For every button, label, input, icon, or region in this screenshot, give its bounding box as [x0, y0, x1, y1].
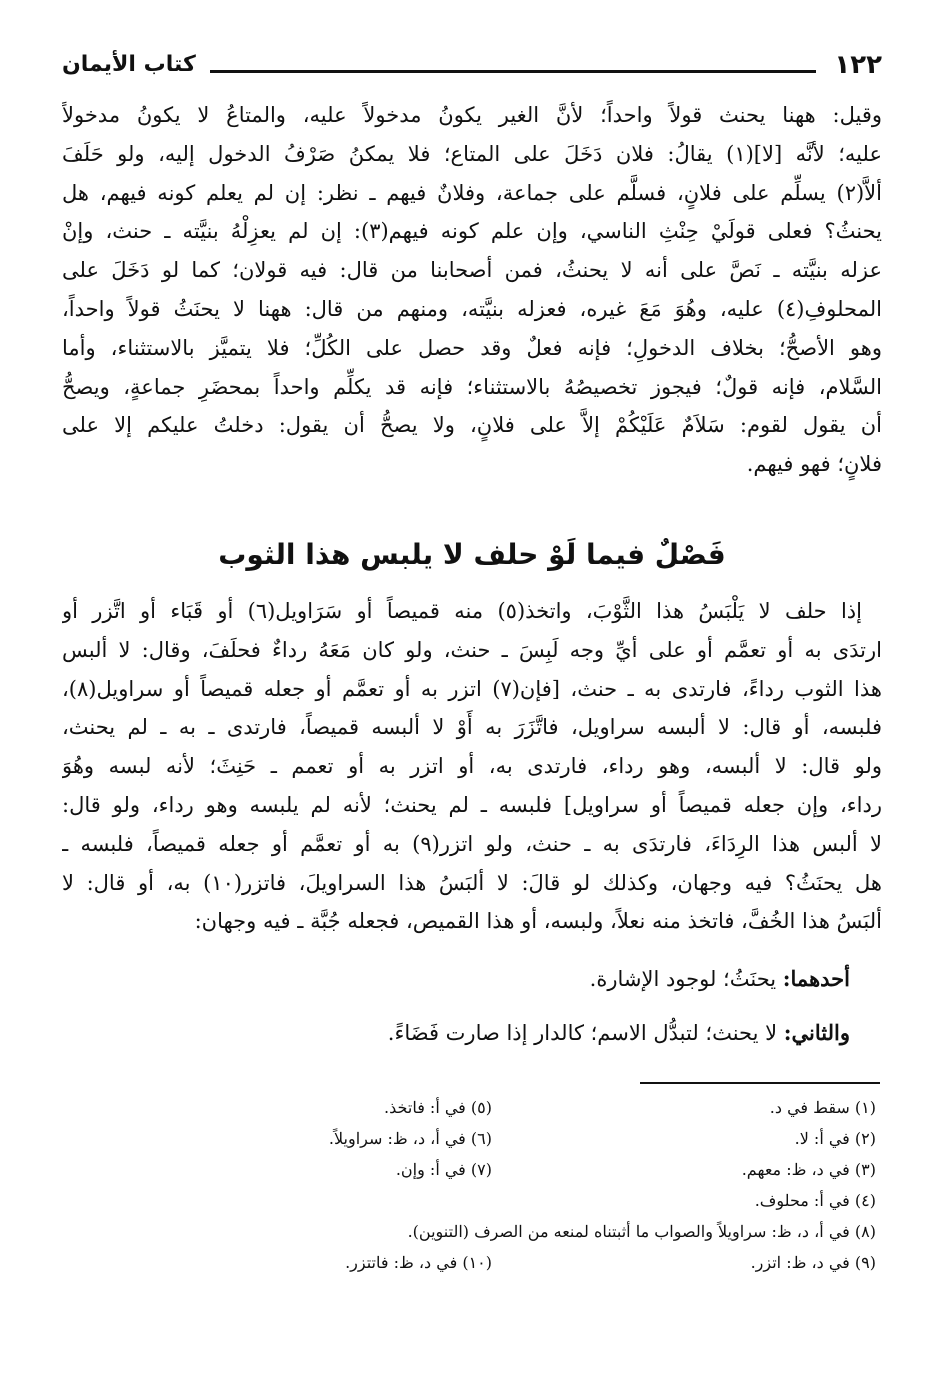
- paragraph-2: [62, 592, 882, 941]
- text-line: عليه؛ لأنَّه [لا](١) يقالُ: فلان دَخَلَ على المتاع؛ فلا يمكنُ صَرْفُ الدخول إليه، ولو حَلَفَ: [62, 141, 882, 166]
- text-line: لا ألبس هذا الرِدَاءَ، فارتدَى به ـ حنث، ولو اتزر(٩) به أو تعمَّم أو جعله قميصاً، فلبسه ـ: [62, 831, 882, 856]
- header-rule: [210, 70, 816, 73]
- footnote-7: (٧) في أ: وإن.: [395, 1160, 492, 1179]
- opinion-first-label: أحدهما:: [782, 966, 850, 991]
- text-line: رداء، وإن جعله قميصاً أو سراويل] فلبسه ـ لم يحنث؛ لأنه لم يلبسه وهو رداء، ولو قال:: [62, 792, 882, 817]
- text-line: وقيل: ههنا يحنث قولاً واحداً؛ لأنَّ الغير يكونُ مدخولاً عليه، والمتاعُ لا يكونُ مدخولاً: [62, 103, 882, 127]
- text-line: وهو الأصحُّ؛ بخلاف الدخولِ؛ فإنه فعلٌ وقد حصل على الكُلِّ؛ فلا يتميَّز بالاستثناء، وأما: [62, 335, 882, 360]
- footnote-row: [62, 1222, 882, 1253]
- footnote-separator: [640, 1082, 880, 1084]
- text-line: فلبسه، أو قال: لا ألبسه سراويل، فاتَّزَرَ به أَوْ لا ألبسه قميصاً، فارتدى ـ به ـ لم يحنث،: [62, 715, 882, 740]
- footnotes: [62, 1098, 882, 1284]
- text-line: هذا الثوب رداءً، فارتدى به ـ حنث، [فإن(٧) اتزر به أو تعمَّم أو جعله قميصاً أو سراويل(٨)،: [62, 676, 882, 701]
- text-line: المحلوفِ(٤) عليه، وهُوَ مَعَ غيره، فعزله بنيَّته، ومنهم من قال: ههنا لا يحنَثُ قولاً واحداً،: [62, 296, 882, 321]
- footnote-5: (٥) في أ: فاتخذ.: [384, 1098, 492, 1117]
- opinion-second-text: لا يحنث؛ لتبدُّل الاسم؛ كالدار إذا صارت فَضَاءً.: [387, 1021, 778, 1045]
- section-title: فَصْلٌ فيما لَوْ حلف لا يلبس هذا الثوب: [218, 538, 726, 571]
- footnote-row: [62, 1160, 882, 1191]
- text-line: عزله بنيَّته ـ نَصَّ على أنه لا يحنثُ، فمن أصحابنا من قال: فيه قولان؛ كما لو دَخَلَ على: [62, 258, 882, 283]
- footnote-3: (٣) في د، ظ: معهم.: [741, 1160, 876, 1179]
- text-line: أن يقول لقوم: سَلاَمٌ عَلَيْكُمْ إلاَّ على فلانٍ، ولا يصحُّ أن يقول: دخلتُ عليكم إلا على: [62, 413, 882, 438]
- footnote-row: [62, 1129, 882, 1160]
- text-line: ولو قال: لا ألبسه، وهو رداء، فارتدى به، أو اتزر به أو تعمم ـ حَنِثَ؛ لأنه لبسه وهُوَ: [62, 754, 882, 779]
- opinion-second-label: والثاني:: [783, 1020, 850, 1045]
- opinion-first-text: يحنَثُ؛ لوجود الإشارة.: [589, 967, 777, 991]
- footnote-row: [62, 1253, 882, 1284]
- text-line: يحنثُ؟ فعلى قولَيْ حِنْثِ الناسي، وإن علم كونه فيهم(٣): إن لم يعزِلْهُ بنيَّته ـ حنث، وإنْ: [62, 219, 882, 244]
- footnote-2: (٢) في أ: لا.: [794, 1129, 876, 1148]
- text-line: فلانٍ؛ فهو فيهم.: [746, 452, 882, 477]
- text-line: ألاَّ(٢) يسلِّم على فلانٍ، فسلَّم على جماعة، وفلانٌ فيهم ـ نظر: إن لم يعلم كونه فيهم، هل: [62, 180, 882, 205]
- opinion-second: [62, 1020, 882, 1045]
- footnote-8: (٨) في أ، د، ظ: سراويلاً والصواب ما أثبتناه لمنعه من الصرف (التنوين).: [407, 1222, 876, 1241]
- text-line: هل يحنَثُ؟ فيه وجهان، وكذلك لو قالَ: لا ألبَسُ هذا السراويلَ، فاتزر(١٠) به، أو قال: لا: [62, 870, 882, 895]
- footnote-1: (١) سقط في د.: [769, 1098, 876, 1117]
- text-line: ارتدَى به أو تعمَّم أو على أيِّ وجه لَبِسَ ـ حنث، ولو كان مَعَهُ رداءٌ فحلَفَ، وقال: لا ألبس: [62, 637, 882, 662]
- page-header: [62, 50, 882, 90]
- paragraph-1: [62, 96, 882, 484]
- footnote-row: [62, 1191, 882, 1222]
- text-line: إذا حلف لا يَلْبَسُ هذا الثَّوْبَ، واتخذ(٥) منه قميصاً أو سَرَاويل(٦) أو قَبَاء أو اتَّزر أو: [62, 599, 862, 623]
- page-number: ١٢٢: [834, 50, 882, 80]
- footnote-4: (٤) في أ: محلوف.: [754, 1191, 876, 1210]
- footnote-9: (٩) في د، ظ: اتزر.: [750, 1253, 876, 1272]
- book-title: كتاب الأيمان: [62, 52, 196, 77]
- footnote-6: (٦) في أ، د، ظ: سراويلاً.: [328, 1129, 492, 1148]
- text-line: ألبَسُ هذا الخُفَّ، فاتخذ منه نعلاً، ولبسه، أو هذا القميص، فجعله جُبَّة ـ فيه وجهان:: [194, 909, 882, 934]
- opinion-first: [62, 966, 882, 991]
- footnote-row: [62, 1098, 882, 1129]
- footnote-10: (١٠) في د، ظ: فاتتزر.: [345, 1253, 492, 1272]
- text-line: السَّلام، فإنه قولٌ؛ فيجوز تخصيصُهُ بالاستثناء؛ فإنه قد يكلِّم واحداً بمحضَرِ جماعةٍ، ويصحُّ: [62, 374, 882, 399]
